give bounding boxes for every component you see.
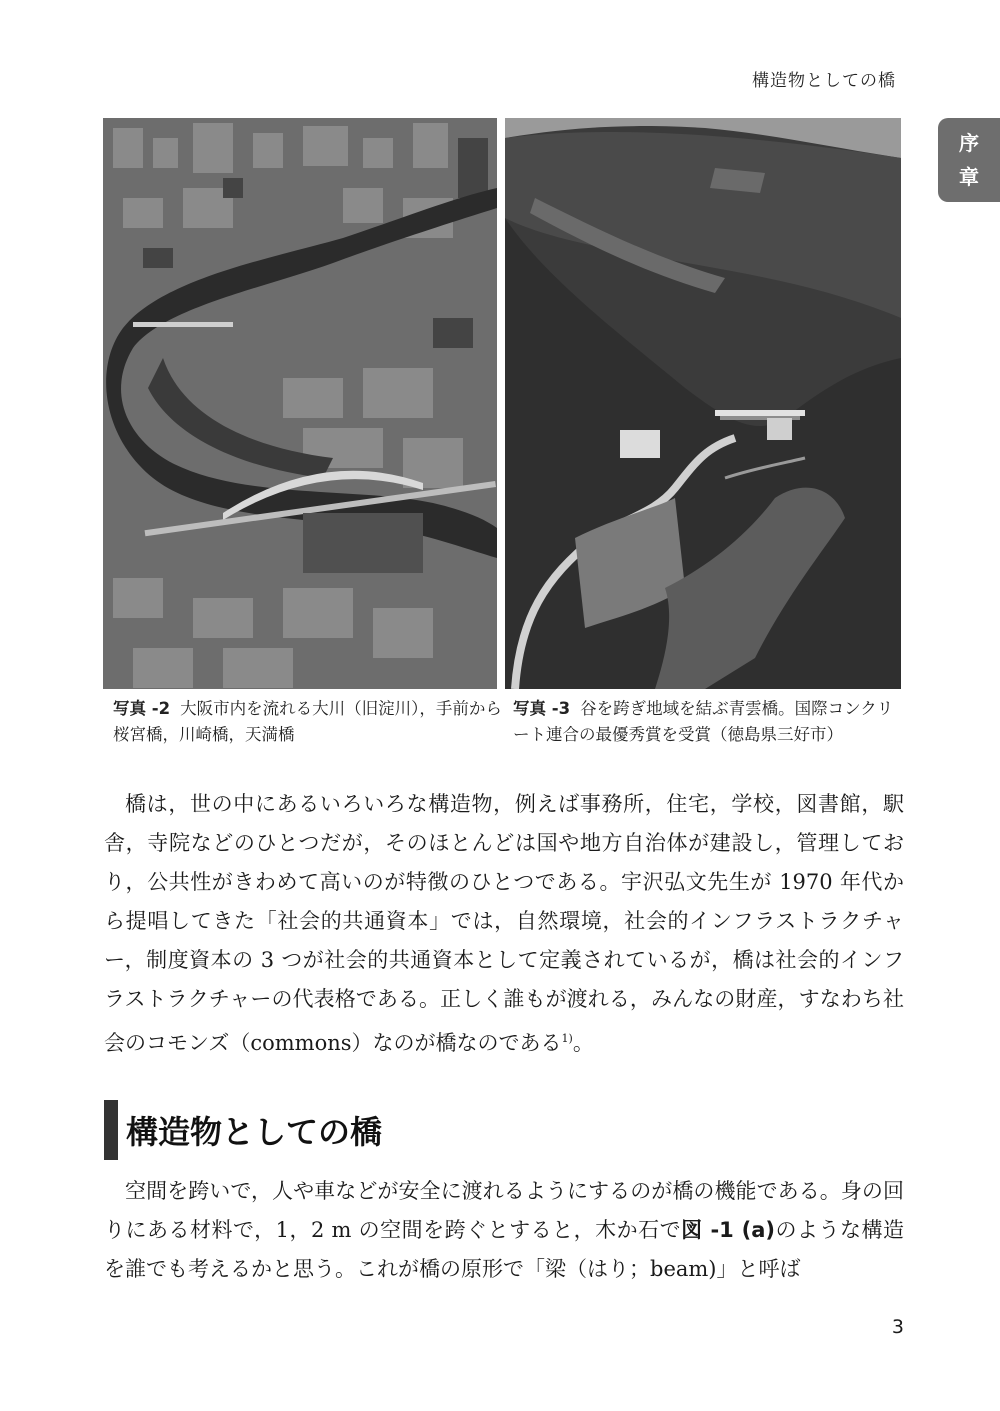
paragraph1-end: 。 [572, 1031, 594, 1055]
photo3-caption-text: 谷を跨ぎ地域を結ぶ青雲橋。国際コンクリート連合の最優秀賞を受賞（徳島県三好市） [513, 699, 894, 744]
photo3-label: 写真 -3 [513, 699, 571, 718]
photo-osaka-river [103, 118, 497, 689]
photo2-caption [113, 696, 503, 748]
footnote-ref-1: 1) [561, 1032, 573, 1045]
page-number: 3 [891, 1316, 904, 1338]
paragraph2-text-a: 空間を跨いで，人や車などが安全に渡れるようにするのが橋の機能である。身の回りにある材料で，1，2 m の空間を跨ぐとすると，木か石で [104, 1179, 904, 1242]
figure-ref: 図 -1 (a) [681, 1218, 775, 1242]
photo2-label: 写真 -2 [113, 699, 171, 718]
chapter-tab-line1: 序 [959, 131, 979, 155]
photo-seiun-bridge [505, 118, 901, 689]
chapter-tab [938, 118, 1000, 202]
heading-bar [104, 1100, 118, 1160]
chapter-tab-line2: 章 [959, 165, 979, 189]
section-heading-text: 構造物としての橋 [126, 1113, 383, 1151]
paragraph2-text-b: のような構造を誰でも考えるかと思う。これが橋の原形で「梁（はり；beam)」と呼ば [104, 1218, 904, 1281]
paragraph1-text: 橋は，世の中にあるいろいろな構造物，例えば事務所，住宅，学校，図書館，駅舎，寺院などのひとつだが，そのほとんどは国や地方自治体が建設し，管理しており，公共性がきわめて高いのが特徴のひとつである。宇沢弘文先生が 1970 年代から提唱してきた「社会的共通資本」では，自然環境，社会的インフラストラクチャー，制度資本の 3 つが社会的共通資本として定義されているが，橋は社会的インフラストラクチャーの代表格である。正しく誰もが渡れる，みんなの財産，すなわち社会のコモンズ（commons）なのが橋なのである [104, 792, 904, 1055]
photo3-caption [513, 696, 905, 748]
body-paragraph-1 [104, 785, 904, 1063]
section-heading [104, 1100, 382, 1160]
running-head: 構造物としての橋 [752, 71, 896, 91]
photo2-caption-text: 大阪市内を流れる大川（旧淀川），手前から桜宮橋，川崎橋，天満橋 [113, 699, 502, 744]
body-paragraph-2 [104, 1172, 904, 1289]
